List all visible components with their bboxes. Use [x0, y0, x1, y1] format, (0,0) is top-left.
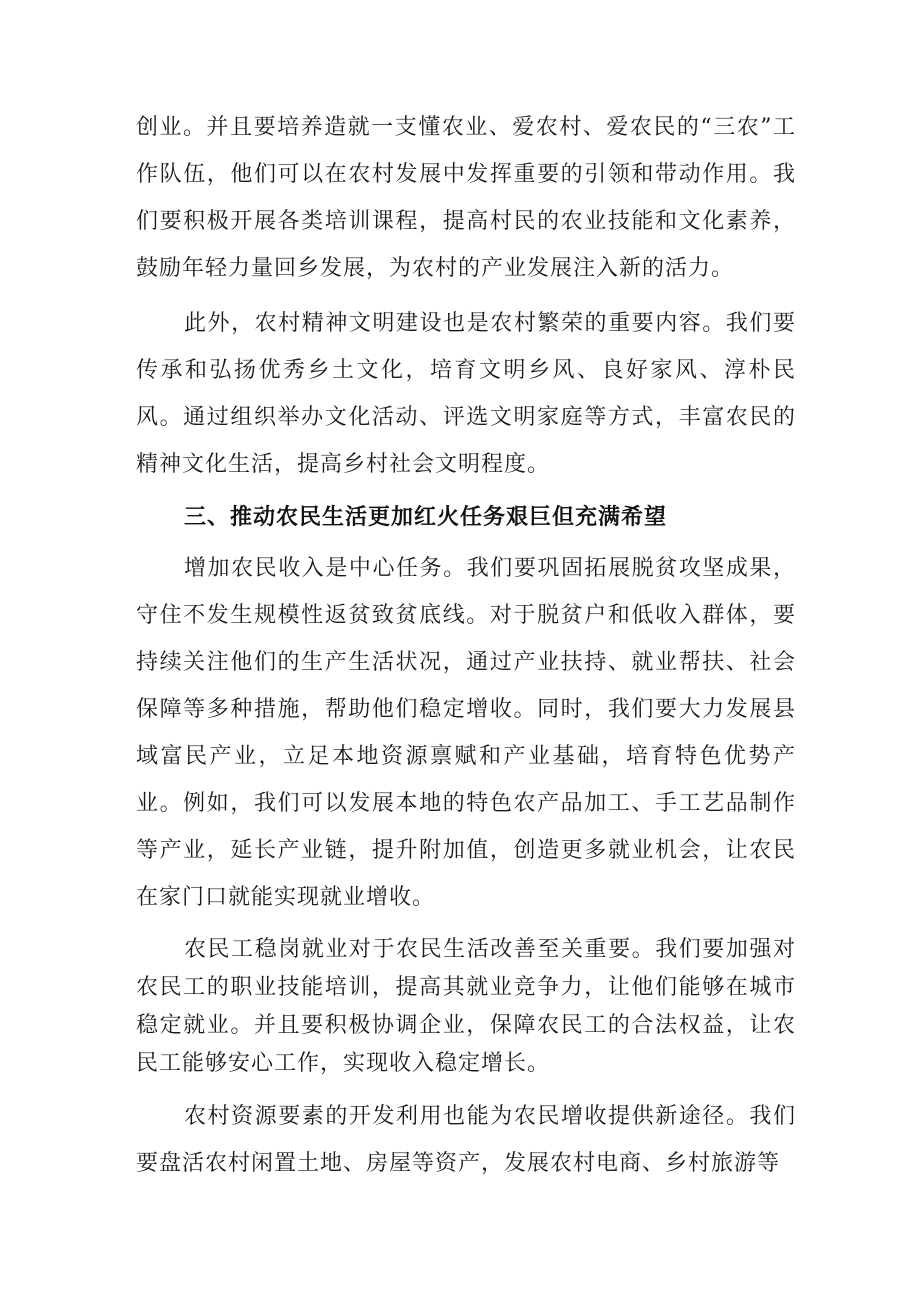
- paragraph-spiritual-civilization: 此外，农村精神文明建设也是农村繁荣的重要内容。我们要传承和弘扬优秀乡土文化，培育文明乡风、良好家风、淳朴民风。通过组织举办文化活动、评选文明家庭等方式，丰富农民的精神文化生活，提高乡村社会文明程度。: [136, 311, 796, 477]
- paragraph-rural-resources: 农村资源要素的开发利用也能为农民增收提供新途径。我们要盘活农村闲置土地、房屋等资产，发展农村电商、乡村旅游等: [136, 1104, 796, 1176]
- paragraph-increase-income: 增加农民收入是中心任务。我们要巩固拓展脱贫攻坚成果，守住不发生规模性返贫致贫底线。对于脱贫户和低收入群体，要持续关注他们的生产生活状况，通过产业扶持、就业帮扶、社会保障等多种措施，帮助他们稳定增收。同时，我们要大力发展县域富民产业，立足本地资源禀赋和产业基础，培育特色优势产业。例如，我们可以发展本地的特色农产品加工、手工艺品制作等产业，延长产业链，提升附加值，创造更多就业机会，让农民在家门口就能实现就业增收。: [136, 556, 796, 910]
- paragraph-continuation: 创业。并且要培养造就一支懂农业、爱农村、爱农民的“三农”工作队伍，他们可以在农村发展中发挥重要的引领和带动作用。我们要积极开展各类培训课程，提高村民的农业技能和文化素养，鼓励年轻力量回乡发展，为农村的产业发展注入新的活力。: [136, 115, 796, 281]
- section-heading-3: 三、推动农民生活更加红火任务艰巨但充满希望: [184, 505, 668, 530]
- document-body: [136, 104, 796, 1187]
- paragraph-migrant-workers: 农民工稳岗就业对于农民生活改善至关重要。我们要加强对农民工的职业技能培训，提高其就业竞争力，让他们能够在城市稳定就业。并且要积极协调企业，保障农民工的合法权益，让农民工能够安心工作，实现收入稳定增长。: [136, 937, 796, 1076]
